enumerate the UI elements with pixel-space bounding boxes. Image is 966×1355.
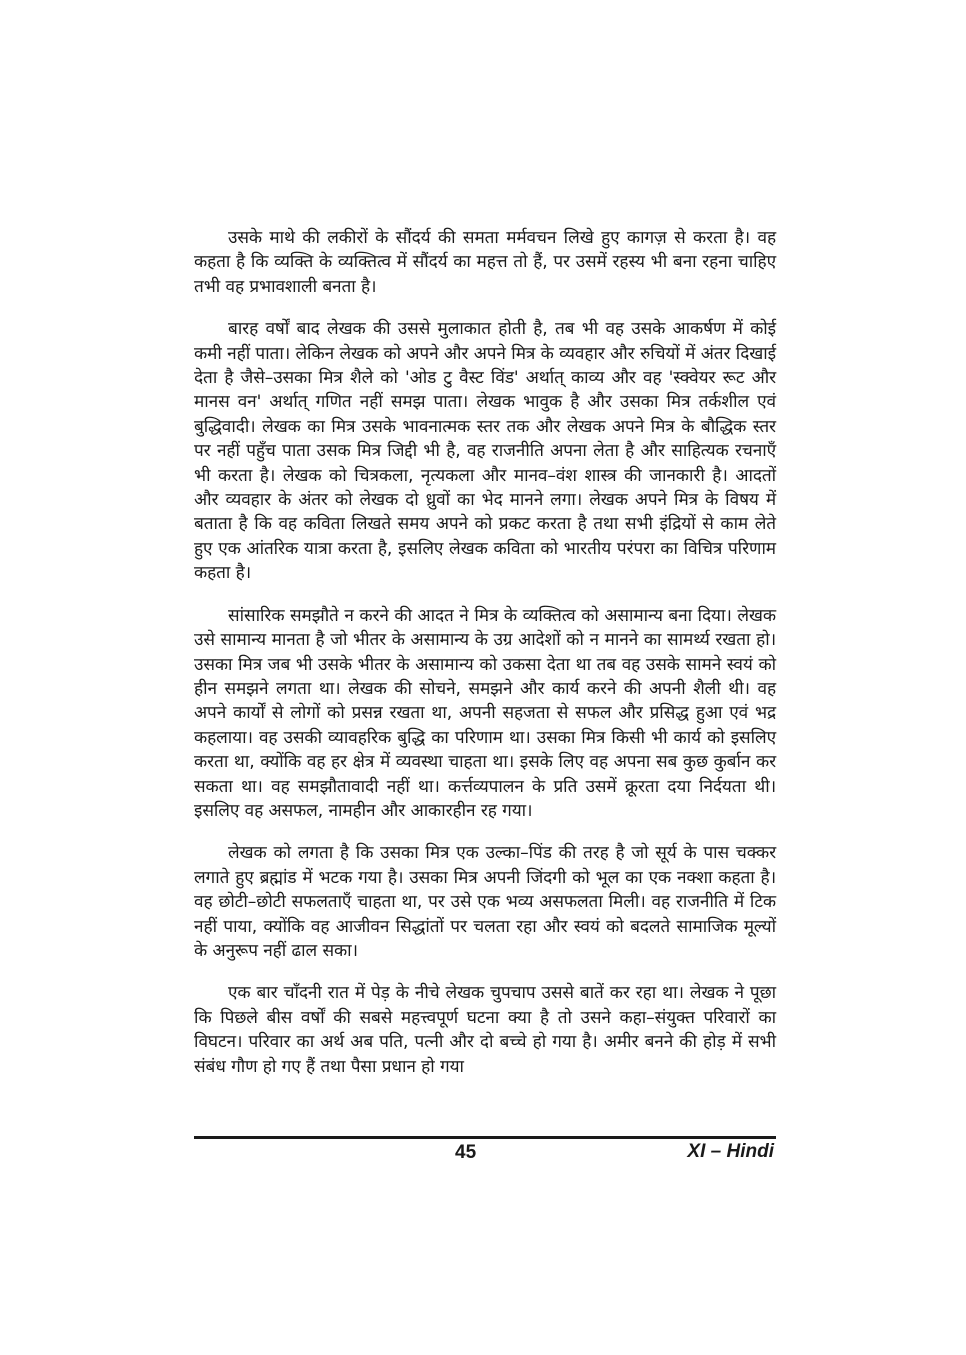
paragraph-1: उसके माथे की लकीरों के सौंदर्य की समता मर्मवचन लिखे हुए कागज़ से करता है। वह कहता है कि व्यक्ति के व्यक्तित्व में सौंदर्य का महत्त तो हैं, पर उसमें रहस्य भी बना रहना चाहिए तभी वह प्रभावशाली बनता है। xyxy=(194,228,776,297)
paragraph-5: एक बार चाँदनी रात में पेड़ के नीचे लेखक चुपचाप उससे बातें कर रहा था। लेखक ने पूछा कि पिछले बीस वर्षों की सबसे महत्त्वपूर्ण घटना क्या है तो उसने कहा–संयुक्त परिवारों का विघटन। परिवार का अर्थ अब पति, पत्नी और दो बच्चे हो गया है। अमीर बनने की होड़ में सभी संबंध गौण हो गए हैं तथा पैसा प्रधान हो गया xyxy=(194,983,776,1077)
footer-divider xyxy=(194,1136,776,1139)
paragraph-4: लेखक को लगता है कि उसका मित्र एक उल्का–पिंड की तरह है जो सूर्य के पास चक्कर लगाते हुए ब्रह्मांड में भटक गया है। उसका मित्र अपनी जिंदगी को भूल का एक नक्शा कहता है। वह छोटी–छोटी सफलताएँ चाहता था, पर उसे एक भव्य असफलता मिली। वह राजनीति में टिक नहीं पाया, क्योंकि वह आजीवन सिद्धांतों पर चलता रहा और स्वयं को बदलते सामाजिक मूल्यों के अनुरूप नहीं ढाल सका। xyxy=(194,843,776,961)
paragraph-3: सांसारिक समझौते न करने की आदत ने मित्र के व्यक्तित्व को असामान्य बना दिया। लेखक उसे सामान्य मानता है जो भीतर के असामान्य के उग्र आदेशों को न मानने का सामर्थ्य रखता हो। उसका मित्र जब भी उसके भीतर के असामान्य को उकसा देता था तब वह उसके सामने स्वयं को हीन समझने लगता था। लेखक की सोचने, समझने और कार्य करने की अपनी शैली थी। वह अपने कार्यों से लोगों को प्रसन्न रखता था, अपनी सहजता से सफल और प्रसिद्ध हुआ एवं भद्र कहलाया। वह उसकी व्यावहरिक बुद्धि का परिणाम था। उसका मित्र किसी भी कार्य को इसलिए करता था, क्योंकि वह हर क्षेत्र में व्यवस्था चाहता था। इसके लिए वह अपना सब कुछ कुर्बान कर सकता था। वह समझौतावादी नहीं था। कर्त्तव्यपालन के प्रति उसमें क्रूरता दया निर्दयता थी। इसलिए वह असफल, नामहीन और आकारहीन रह गया। xyxy=(194,605,776,821)
footer-subject: XI – Hindi xyxy=(687,1141,774,1162)
body-text xyxy=(194,226,776,1097)
page-number: 45 xyxy=(455,1142,477,1163)
paragraph-2: बारह वर्षों बाद लेखक की उससे मुलाकात होती है, तब भी वह उसके आकर्षण में कोई कमी नहीं पाता। लेकिन लेखक को अपने और अपने मित्र के व्यवहार और रुचियों में अंतर दिखाई देता है जैसे–उसका मित्र शैले को 'ओड टु वैस्ट विंड' अर्थात् काव्य और वह 'स्क्वेयर रूट और मानस वन' अर्थात् गणित नहीं समझ पाता। लेखक भावुक है और उसका मित्र तर्कशील एवं बुद्धिवादी। लेखक का मित्र उसके भावनात्मक स्तर तक और लेखक अपने मित्र के बौद्धिक स्तर पर नहीं पहुँच पाता उसक मित्र जिद्दी भी है, वह राजनीति अपना लेता है और साहित्यक रचनाएँ भी करता है। लेखक को चित्रकला, नृत्यकला और मानव–वंश शास्त्र की जानकारी है। आदतों और व्यवहार के अंतर को लेखक दो ध्रुवों का भेद मानने लगा। लेखक अपने मित्र के विषय में बताता है कि वह कविता लिखते समय अपने को प्रकट करता है तथा सभी इंद्रियों से काम लेते हुए एक आंतरिक यात्रा करता है, इसलिए लेखक कविता को भारतीय परंपरा का विचित्र परिणाम कहता है। xyxy=(194,319,776,584)
